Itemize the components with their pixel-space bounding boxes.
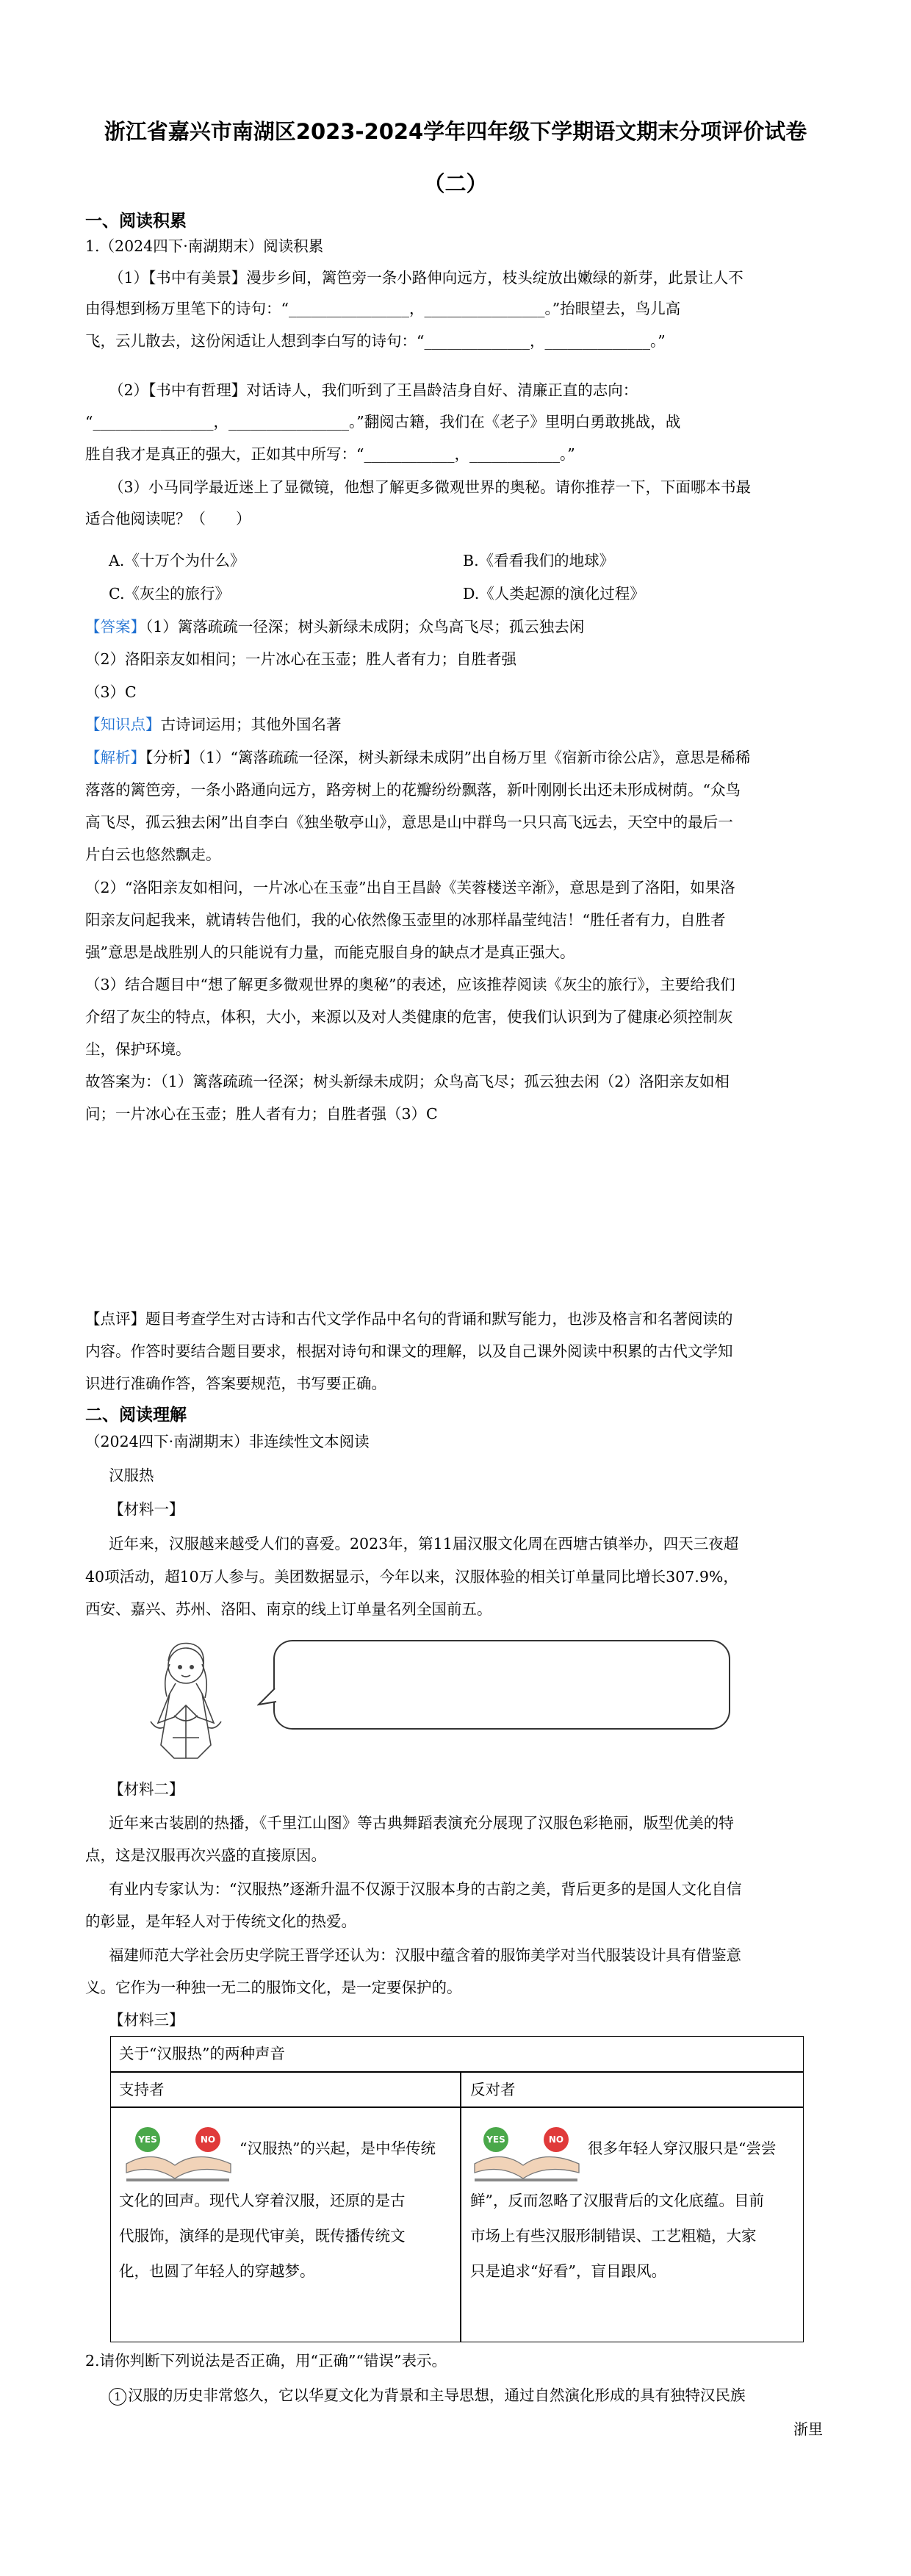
table-column-divider	[460, 2071, 461, 2342]
analysis-line	[85, 746, 750, 769]
table-divider	[110, 2071, 804, 2073]
material-text: 义。它作为一种独一无二的服饰文化，是一定要保护的。	[85, 1979, 462, 1996]
material-label: 【材料一】	[109, 1500, 184, 1518]
section-heading: 二、阅读理解	[85, 1406, 187, 1425]
analysis-text: 片白云也悠然飘走。	[85, 846, 221, 863]
material-label: 【材料三】	[109, 2011, 184, 2029]
question-text: 飞，云儿散去，这份闲适让人想到李白写的诗句：“______________，______________。”	[85, 332, 666, 350]
question-text: 适合他阅读呢？（ ）	[85, 510, 251, 528]
question-text: 由得想到杨万里笔下的诗句：“________________，________________。”抬眼望去，鸟儿高	[85, 300, 681, 317]
material-label: 【材料二】	[109, 1780, 184, 1798]
opponent-text: 市场上有些汉服形制错误、工艺粗糙，大家	[470, 2227, 757, 2245]
yes-badge: YES	[135, 2127, 160, 2152]
opponent-text: 很多年轻人穿汉服只是“尝尝	[588, 2140, 777, 2157]
article-subject: 汉服热	[109, 1467, 154, 1484]
opponent-text: 鲜”，反而忽略了汉服背后的文化底蕴。目前	[470, 2192, 764, 2209]
analysis-tag: 【解析】	[85, 749, 145, 766]
answer-text: （1）篱落疏疏一径深；树头新绿未成阴；众鸟高飞尽；孤云独去闲	[145, 618, 585, 636]
material-text: 近年来，汉服越来越受人们的喜爱。2023年，第11届汉服文化周在西塘古镇举办，四天三夜超	[109, 1535, 739, 1553]
analysis-text: 落落的篱笆旁，一条小路通向远方，路旁树上的花瓣纷纷飘落，新叶刚刚长出还未形成树荫。“众鸟	[85, 781, 741, 799]
option-b: B.《看看我们的地球》	[463, 552, 615, 569]
no-badge: NO	[195, 2127, 220, 2152]
column-header-opponents: 反对者	[470, 2081, 516, 2098]
speech-bubble-tail	[257, 1688, 287, 1718]
answer-text: （3）C	[85, 683, 137, 701]
question-text: 胜自我才是真正的强大，正如其中所写：“____________，____________。”	[85, 445, 575, 463]
judgement-item	[109, 2384, 746, 2406]
analysis-text: （3）结合题目中“想了解更多微观世界的奥秘”的表述，应该推荐阅读《灰尘的旅行》，主要给我们	[85, 976, 735, 993]
material-text: 西安、嘉兴、苏州、洛阳、南京的线上订单量名列全国前五。	[85, 1600, 492, 1618]
yes-no-hands-icon	[123, 2127, 234, 2186]
page-title: 浙江省嘉兴市南湖区2023-2024学年四年级下学期语文期末分项评价试卷	[104, 119, 807, 144]
final-answer: 问；一片冰心在玉壶；胜人者有力；自胜者强（3）C	[85, 1105, 438, 1123]
answer-line	[85, 616, 584, 638]
knowledge-tag: 【知识点】	[85, 716, 161, 733]
analysis-text: 强”意思是战胜别人的只能说有力量，而能克服自身的缺点才是真正强大。	[85, 943, 575, 961]
question-stem: 2.请你判断下列说法是否正确，用“正确”“错误”表示。	[85, 2352, 447, 2370]
answer-tag: 【答案】	[85, 618, 145, 636]
material-text: 点，这是汉服再次兴盛的直接原因。	[85, 1846, 326, 1864]
judgement-text: 汉服的历史非常悠久，它以华夏文化为背景和主导思想，通过自然演化形成的具有独特汉民族	[128, 2386, 746, 2404]
material-text: 有业内专家认为：“汉服热”逐渐升温不仅源于汉服本身的古韵之美，背后更多的是国人文化自信	[109, 1880, 742, 1898]
supporter-text: 文化的回声。现代人穿着汉服，还原的是古	[119, 2192, 406, 2209]
page-footer: 浙里	[793, 2420, 823, 2438]
empty-speech-bubble	[273, 1640, 730, 1730]
option-c: C.《灰尘的旅行》	[109, 585, 230, 602]
girl-in-hanfu-illustration	[129, 1635, 250, 1763]
knowledge-point-line	[85, 713, 342, 735]
analysis-text: 【分析】（1）“篱落疏疏一径深，树头新绿未成阴”出自杨万里《宿新市徐公店》，意思是稀稀	[145, 749, 751, 766]
analysis-text: 阳亲友问起我来，就请转告他们，我的心依然像玉壶里的冰那样晶莹纯洁！“胜任者有力，自胜者	[85, 911, 726, 929]
analysis-text: 介绍了灰尘的特点，体积，大小，来源以及对人类健康的危害，使我们认识到为了健康必须控制灰	[85, 1008, 733, 1026]
analysis-text: 尘，保护环境。	[85, 1040, 191, 1058]
comment-text: 【点评】题目考查学生对古诗和古代文学作品中名句的背诵和默写能力，也涉及格言和名著阅读的	[85, 1310, 733, 1328]
supporter-text: “汉服热”的兴起，是中华传统	[240, 2140, 436, 2157]
yes-badge: YES	[483, 2127, 508, 2152]
question-text: “________________，________________。”翻阅古籍，我们在《老子》里明白勇敢挑战，战	[85, 413, 681, 431]
table-caption: 关于“汉服热”的两种声音	[119, 2045, 285, 2062]
final-answer: 故答案为：（1）篱落疏疏一径深；树头新绿未成阴；众鸟高飞尽；孤云独去闲（2）洛阳亲友如相	[85, 1073, 730, 1090]
section-heading: 一、阅读积累	[85, 212, 187, 231]
material-text: 福建师范大学社会历史学院王晋学还认为：汉服中蕴含着的服饰美学对当代服装设计具有借鉴意	[109, 1946, 741, 1964]
comment-text: 识进行准确作答，答案要规范，书写要正确。	[85, 1375, 386, 1392]
question-stem: （2024四下·南湖期末）非连续性文本阅读	[85, 1433, 370, 1450]
question-text: （3）小马同学最近迷上了显微镜，他想了解更多微观世界的奥秘。请你推荐一下，下面哪本书最	[109, 478, 752, 496]
opponent-text: 只是追求“好看”，盲目跟风。	[470, 2262, 666, 2280]
material-text: 的彰显，是年轻人对于传统文化的热爱。	[85, 1913, 356, 1930]
supporter-text: 代服饰，演绎的是现代审美，既传播传统文	[119, 2227, 406, 2245]
question-text: （2）【书中有哲理】对话诗人，我们听到了王昌龄洁身自好、清廉正直的志向：	[109, 381, 638, 399]
column-header-supporters: 支持者	[119, 2081, 165, 2098]
analysis-text: （2）“洛阳亲友如相问，一片冰心在玉壶”出自王昌龄《芙蓉楼送辛渐》，意思是到了洛阳，如果洛	[85, 879, 735, 896]
no-badge: NO	[544, 2127, 569, 2152]
option-a: A.《十万个为什么》	[109, 552, 245, 569]
comment-text: 内容。作答时要结合题目要求，根据对诗句和课文的理解，以及自己课外阅读中积累的古代文学知	[85, 1342, 733, 1360]
knowledge-text: 古诗词运用；其他外国名著	[160, 716, 342, 733]
table-divider	[110, 2107, 804, 2108]
supporter-text: 化，也圆了年轻人的穿越梦。	[119, 2262, 315, 2280]
material-text: 40项活动，超10万人参与。美团数据显示，今年以来，汉服体验的相关订单量同比增长307.9%，	[85, 1568, 738, 1586]
yes-no-hands-icon	[472, 2127, 582, 2186]
question-text: （1）【书中有美景】漫步乡间，篱笆旁一条小路伸向远方，枝头绽放出嫩绿的新芽，此景让人不	[109, 269, 743, 287]
question-stem: 1.（2024四下·南湖期末）阅读积累	[85, 237, 324, 255]
analysis-text: 高飞尽，孤云独去闲”出自李白《独坐敬亭山》，意思是山中群鸟一只只高飞远去，天空中的最后一	[85, 813, 733, 831]
material-text: 近年来古装剧的热播，《千里江山图》等古典舞蹈表演充分展现了汉服色彩艳丽，版型优美的特	[109, 1814, 734, 1832]
answer-text: （2）洛阳亲友如相问；一片冰心在玉壶；胜人者有力；自胜者强	[85, 650, 517, 668]
page-subtitle: （二）	[423, 171, 488, 196]
item-number: 1	[109, 2388, 126, 2406]
option-d: D.《人类起源的演化过程》	[463, 585, 645, 602]
